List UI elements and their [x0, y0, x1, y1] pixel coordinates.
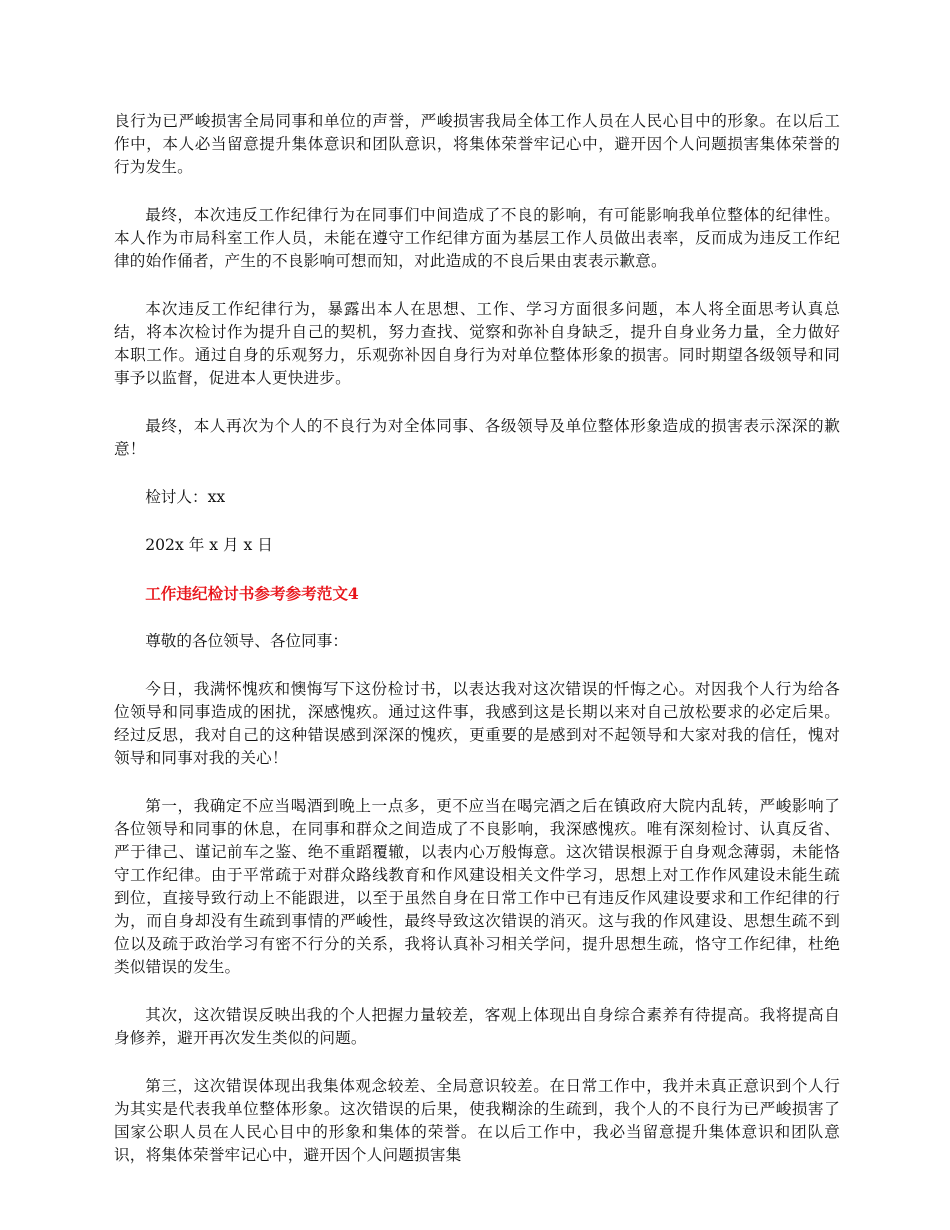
- date-line: 202x 年 x 月 x 日: [145, 536, 273, 554]
- signer-line: 检讨人：xx: [145, 488, 226, 506]
- paragraph-self-reflection: 本次违反工作纪律行为，暴露出本人在思想、工作、学习方面很多问题，本人将全面思考认真总结，将本次检讨作为提升自己的契机，努力查找、觉察和弥补自身缺乏，提升自身业务力量，全力做好本职工作。通过自身的乐观努力，乐观弥补因自身行为对单位整体形象的损害。同时期望各级领导和同事予以监督，促进本人更快进步。: [114, 300, 840, 387]
- section-title: 工作违纪检讨书参考参考范文4: [145, 584, 359, 603]
- paragraph-continuation: 良行为已严峻损害全局同事和单位的声誉，严峻损害我局全体工作人员在人民心目中的形象。在以后工作中，本人必当留意提升集体意识和团队意识，将集体荣誉牢记心中，避开因个人问题损害集体荣誉的行为发生。: [114, 112, 840, 176]
- salutation: 尊敬的各位领导、各位同事：: [145, 632, 348, 650]
- document-page: [114, 110, 840, 1192]
- paragraph-apology: 最终，本人再次为个人的不良行为对全体同事、各级领导及单位整体形象造成的损害表示深深的歉意！: [114, 417, 840, 458]
- paragraph-final-impact: 最终，本次违反工作纪律行为在同事们中间造成了不良的影响，有可能影响我单位整体的纪律性。本人作为市局科室工作人员，未能在遵守工作纪律方面为基层工作人员做出表率，反而成为违反工作纪律的始作俑者，产生的不良影响可想而知，对此造成的不良后果由衷表示歉意。: [114, 206, 840, 270]
- paragraph-second-point: 其次，这次错误反映出我的个人把握力量较差，客观上体现出自身综合素养有待提高。我将提高自身修养，避开再次发生类似的问题。: [114, 1006, 840, 1047]
- paragraph-third-point: 第三，这次错误体现出我集体观念较差、全局意识较差。在日常工作中，我并未真正意识到个人行为其实是代表我单位整体形象。这次错误的后果，使我糊涂的生疏到，我个人的不良行为已严峻损害了国家公职人员在人民心目中的形象和集体的荣誉。在以后工作中，我必当留意提升集体意识和团队意识，将集体荣誉牢记心中，避开因个人问题损害集: [114, 1077, 840, 1164]
- paragraph-first-point: 第一，我确定不应当喝酒到晚上一点多，更不应当在喝完酒之后在镇政府大院内乱转，严峻影响了各位领导和同事的休息，在同事和群众之间造成了不良影响，我深感愧疚。唯有深刻检讨、认真反省、严于律己、谨记前车之鉴、绝不重蹈覆辙，以表内心万般悔意。这次错误根源于自身观念薄弱，未能恪守工作纪律。由于平常疏于对群众路线教育和作风建设相关文件学习，思想上对工作作风建设未能生疏到位，直接导致行动上不能跟进，以至于虽然自身在日常工作中已有违反作风建设要求和工作纪律的行为，而自身却没有生疏到事情的严峻性，最终导致这次错误的消灭。这与我的作风建设、思想生疏不到位以及疏于政治学习有密不行分的关系，我将认真补习相关学问，提升思想生疏，恪守工作纪律，杜绝类似错误的发生。: [114, 797, 840, 976]
- paragraph-opening: 今日，我满怀愧疚和懊悔写下这份检讨书，以表达我对这次错误的忏悔之心。对因我个人行为给各位领导和同事造成的困扰，深感愧疚。通过这件事，我感到这是长期以来对自己放松要求的必定后果。经过反思，我对自己的这种错误感到深深的愧疚，更重要的是感到对不起领导和大家对我的信任，愧对领导和同事对我的关心！: [114, 680, 840, 767]
